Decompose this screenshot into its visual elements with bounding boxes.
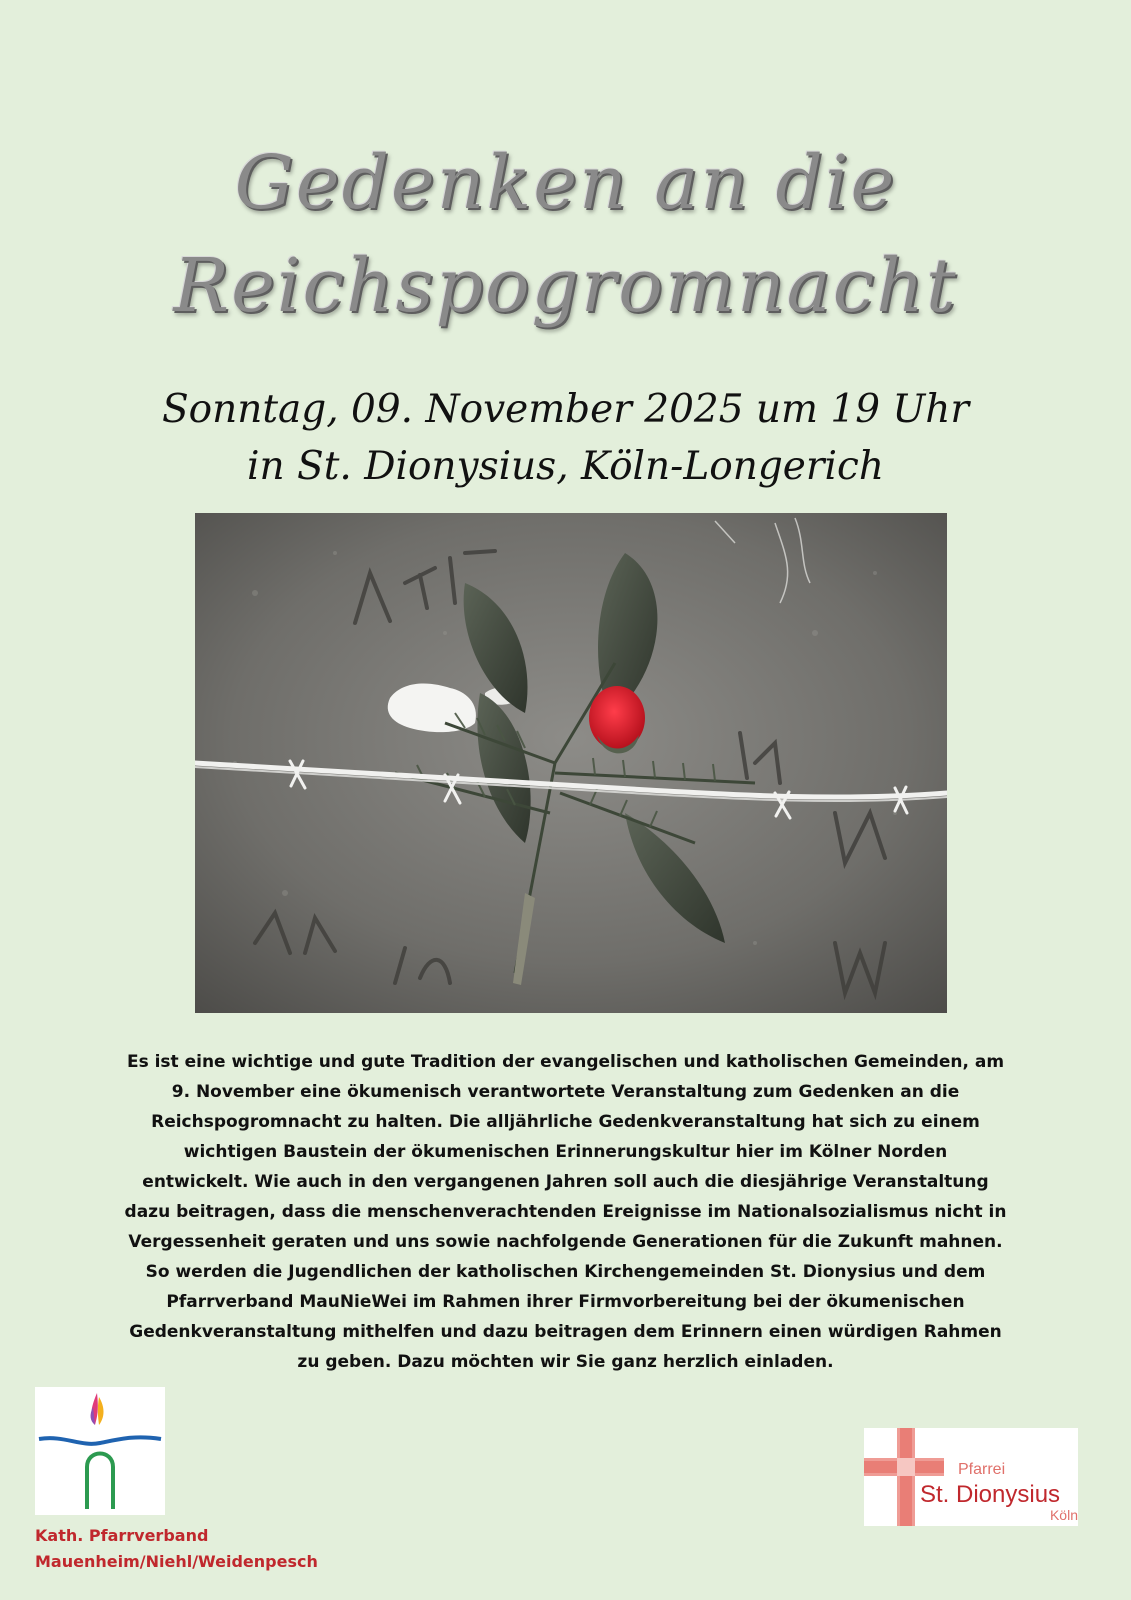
pfarrverband-line-2: Mauenheim/Niehl/Weidenpesch [35,1552,318,1571]
body-line: Reichspogromnacht zu halten. Die alljährliche Gedenkveranstaltung hat sich zu einem [151,1112,980,1132]
body-line: Es ist eine wichtige und gute Tradition der evangelischen und katholischen Gemeinden, am [126,1052,1005,1072]
body-line: Vergessenheit geraten und uns sowie nachfolgende Generationen für die Zukunft mahnen. [128,1232,1003,1252]
event-date: Sonntag, 09. November 2025 um 19 Uhr [161,387,970,432]
body-line: wichtigen Baustein der ökumenischen Erinnerungskultur hier im Kölner Norden [183,1142,948,1162]
pfarrverband-logo-text [35,1523,318,1575]
body-line: entwickelt. Wie auch in den vergangenen Jahren soll auch die diesjährige Veranstaltung [142,1172,989,1192]
body-line: So werden die Jugendlichen der katholischen Kirchengemeinden St. Dionysius und dem [145,1262,986,1282]
logo-parish-name: St. Dionysius [920,1481,1061,1508]
body-line: 9. November eine ökumenisch verantwortete Veranstaltung zum Gedenken an die [171,1082,960,1102]
body-paragraph [120,1047,1011,1377]
pfarrverband-logo-icon [35,1387,165,1515]
event-location: in St. Dionysius, Köln-Longerich [247,444,884,489]
body-line: Pfarrverband MauNieWei im Rahmen ihrer Firmvorbereitung bei der ökumenischen [166,1292,965,1312]
body-line: dazu beitragen, dass die menschenverachtenden Ereignisse im Nationalsozialismus nicht in [124,1202,1007,1222]
body-line: zu geben. Dazu möchten wir Sie ganz herzlich einladen. [297,1352,834,1372]
logo-pfarrei-label: Pfarrei [958,1461,1006,1478]
page-title-line-1: Gedenken an die [234,140,897,226]
pfarrverband-line-1: Kath. Pfarrverband [35,1526,209,1545]
body-line: Gedenkveranstaltung mithelfen und dazu beitragen dem Erinnern einen würdigen Rahmen [129,1322,1002,1342]
logo-city: Köln [1049,1507,1078,1523]
st-dionysius-logo [864,1428,1078,1526]
memorial-photo [195,513,947,1013]
page-title-line-2: Reichspogromnacht [173,243,958,329]
